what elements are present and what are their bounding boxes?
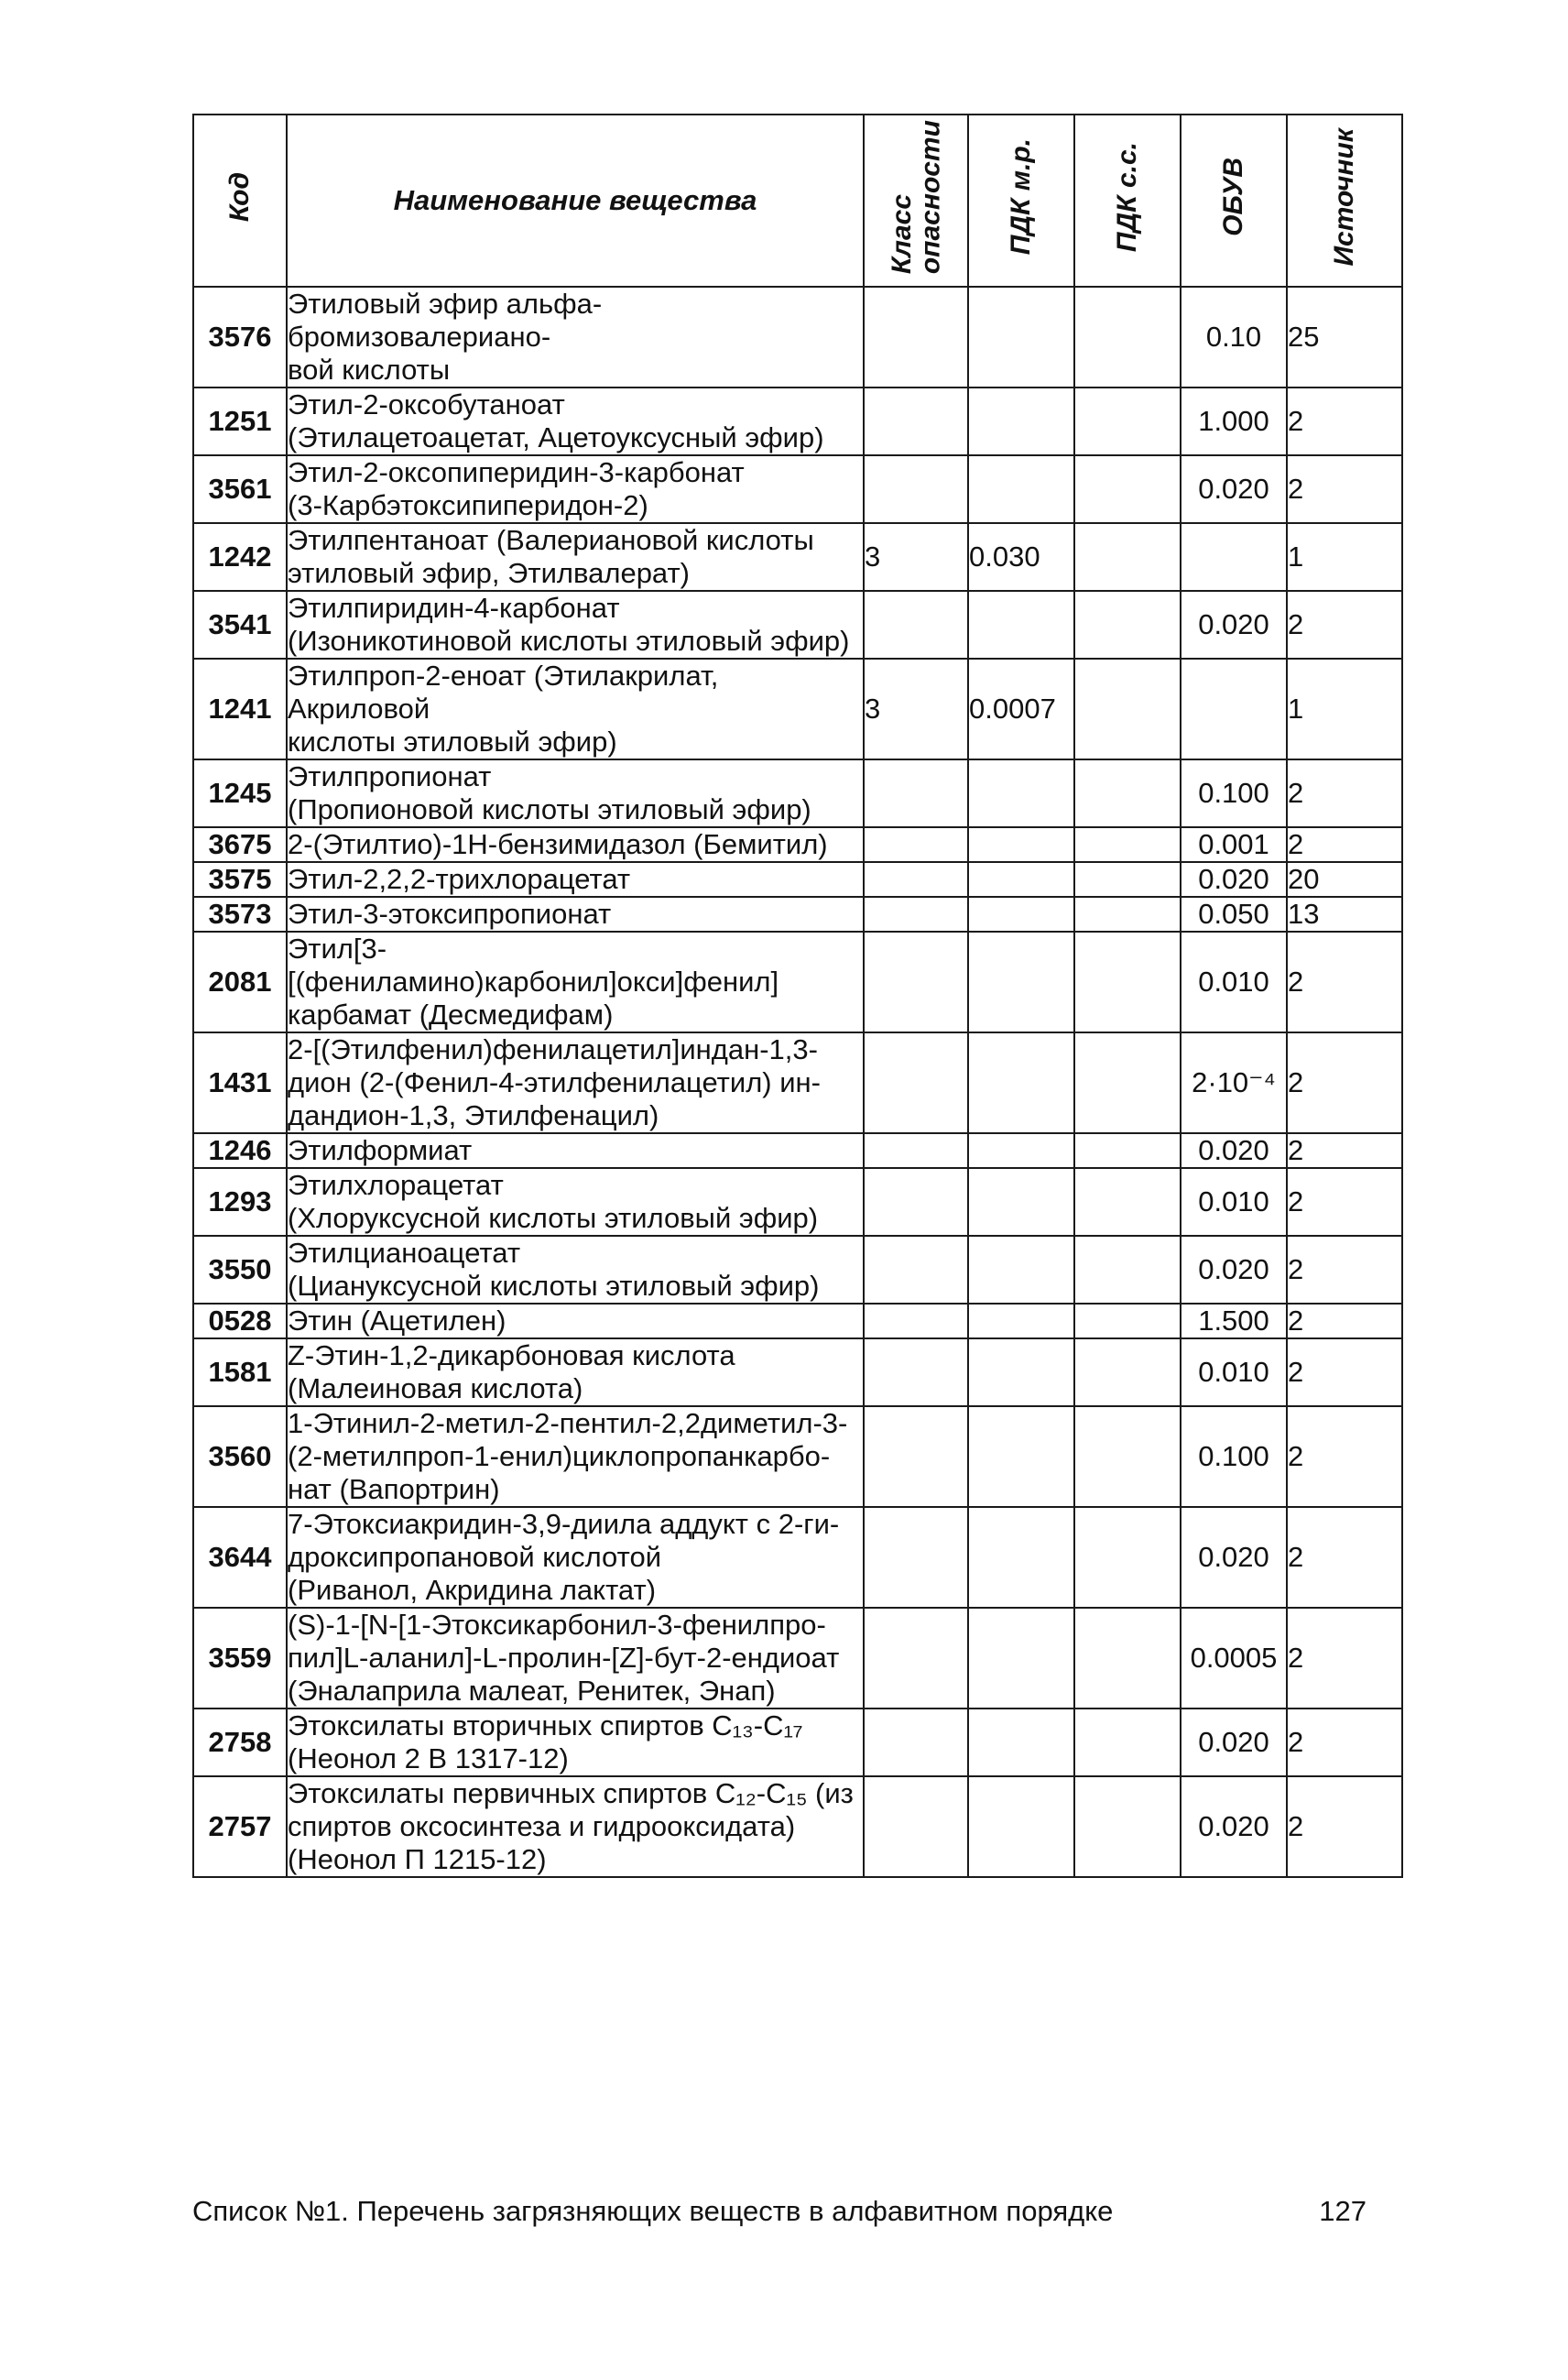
hazard-class (864, 827, 968, 862)
substance-name-line: Этил[3-[(фениламино)карбонил]окси]фенил] (288, 933, 779, 998)
source-value: 2 (1287, 1236, 1402, 1304)
pdk-mr-value (968, 1236, 1074, 1304)
substance-code: 1431 (193, 1032, 287, 1133)
pdk-mr-value (968, 388, 1074, 455)
hazard-class (864, 1709, 968, 1776)
substance-code: 3675 (193, 827, 287, 862)
pdk-mr-value (968, 1406, 1074, 1507)
header-obuv (1181, 115, 1287, 287)
pdk-mr-value (968, 1338, 1074, 1406)
substance-code: 3644 (193, 1507, 287, 1608)
hazard-class (864, 759, 968, 827)
substance-name-line: нат (Вапортрин) (288, 1473, 500, 1505)
header-pdk-ss-label: ПДК с.с. (1112, 141, 1143, 253)
pdk-mr-value (968, 897, 1074, 932)
substance-code: 3541 (193, 591, 287, 659)
obuv-value: 0.0005 (1181, 1608, 1287, 1709)
source-value: 20 (1287, 862, 1402, 897)
substance-name-line: Этилпропионат (288, 760, 492, 792)
header-class-line1: Класс (886, 193, 917, 275)
pdk-ss-value (1074, 388, 1181, 455)
table-row (193, 1236, 1402, 1304)
substance-name-line: (Пропионовой кислоты этиловый эфир) (288, 793, 811, 825)
substance-name-line: (Эналаприла малеат, Ренитек, Энап) (288, 1675, 776, 1707)
obuv-value: 0.100 (1181, 1406, 1287, 1507)
pdk-mr-value (968, 862, 1074, 897)
substance-code: 3576 (193, 287, 287, 388)
hazard-class (864, 862, 968, 897)
substance-name-line: Этилпентаноат (Валериановой кислоты (288, 524, 814, 556)
obuv-value: 0.020 (1181, 455, 1287, 523)
substance-name-line: Этил-2-оксопиперидин-3-карбонат (288, 456, 745, 488)
table-body (193, 287, 1402, 1877)
substance-name-line: (Изоникотиновой кислоты этиловый эфир) (288, 625, 850, 657)
table-row (193, 862, 1402, 897)
obuv-value: 0.010 (1181, 1338, 1287, 1406)
source-value: 1 (1287, 523, 1402, 591)
table-row (193, 1507, 1402, 1608)
hazard-class (864, 591, 968, 659)
substance-name (287, 759, 864, 827)
pdk-ss-value (1074, 455, 1181, 523)
pdk-mr-value: 0.0007 (968, 659, 1074, 759)
substance-name-line: Этин (Ацетилен) (288, 1305, 506, 1337)
obuv-value: 0.010 (1181, 932, 1287, 1032)
table-row (193, 1032, 1402, 1133)
source-value: 2 (1287, 455, 1402, 523)
obuv-value (1181, 659, 1287, 759)
pdk-ss-value (1074, 1304, 1181, 1338)
obuv-value: 0.010 (1181, 1168, 1287, 1236)
table-row (193, 388, 1402, 455)
table-row (193, 1133, 1402, 1168)
table-row (193, 932, 1402, 1032)
pdk-mr-value (968, 1608, 1074, 1709)
substance-name (287, 659, 864, 759)
substance-name (287, 1406, 864, 1507)
hazard-class (864, 1032, 968, 1133)
substance-name-line: вой кислоты (288, 354, 451, 386)
page-number: 127 (1319, 2195, 1367, 2227)
substance-code: 3575 (193, 862, 287, 897)
substance-code: 2757 (193, 1776, 287, 1877)
pdk-ss-value (1074, 932, 1181, 1032)
substance-code: 3573 (193, 897, 287, 932)
header-hazard-class-label (887, 120, 945, 274)
substance-name-line: (Циануксусной кислоты этиловый эфир) (288, 1270, 820, 1302)
obuv-value: 0.020 (1181, 591, 1287, 659)
substance-name-line: (2-метилпроп-1-енил)циклопропанкарбо- (288, 1440, 831, 1472)
source-value: 2 (1287, 827, 1402, 862)
hazard-class (864, 1507, 968, 1608)
substance-name-line: (Неонол П 1215-12) (288, 1843, 547, 1875)
hazard-class (864, 897, 968, 932)
hazard-class (864, 455, 968, 523)
header-obuv-label: ОБУВ (1218, 158, 1249, 236)
footer-title: Список №1. Перечень загрязняющих веществ в алфавитном порядке (192, 2195, 1114, 2227)
substance-name (287, 897, 864, 932)
substance-name-line: карбамат (Десмедифам) (288, 999, 614, 1031)
substance-code: 1242 (193, 523, 287, 591)
substance-name-line: этиловый эфир, Этилвалерат) (288, 557, 691, 589)
pdk-mr-value (968, 1776, 1074, 1877)
substance-name (287, 1776, 864, 1877)
table-row (193, 1608, 1402, 1709)
pdk-ss-value (1074, 1133, 1181, 1168)
substance-name-line: Этиловый эфир альфа-бромизовалериано- (288, 288, 603, 353)
pdk-ss-value (1074, 1032, 1181, 1133)
header-name: Наименование вещества (287, 115, 864, 287)
table-row (193, 659, 1402, 759)
header-source-label: Источник (1329, 127, 1360, 267)
pdk-ss-value (1074, 1236, 1181, 1304)
pdk-mr-value (968, 1709, 1074, 1776)
source-value: 2 (1287, 1709, 1402, 1776)
header-pdk-mr-label: ПДК м.р. (1006, 138, 1037, 256)
substance-name (287, 1304, 864, 1338)
substance-name-line: пил]L-аланил]-L-пролин-[Z]-бут-2-ендиоат (288, 1642, 840, 1674)
pdk-mr-value (968, 1032, 1074, 1133)
hazard-class: 3 (864, 523, 968, 591)
header-class-line2: опасности (915, 119, 945, 275)
obuv-value: 0.001 (1181, 827, 1287, 862)
pdk-ss-value (1074, 1709, 1181, 1776)
substance-code: 1581 (193, 1338, 287, 1406)
pdk-ss-value (1074, 1406, 1181, 1507)
substance-name-line: (3-Карбэтоксипиперидон-2) (288, 489, 648, 521)
table-row (193, 897, 1402, 932)
substance-name-line: Этилформиат (288, 1134, 473, 1166)
substance-name-line: (Хлоруксусной кислоты этиловый эфир) (288, 1202, 819, 1234)
table-row (193, 1406, 1402, 1507)
source-value: 2 (1287, 1608, 1402, 1709)
substance-code: 1251 (193, 388, 287, 455)
substance-name (287, 1709, 864, 1776)
pdk-mr-value (968, 932, 1074, 1032)
pdk-ss-value (1074, 827, 1181, 862)
obuv-value (1181, 523, 1287, 591)
substance-name (287, 862, 864, 897)
substance-name (287, 1338, 864, 1406)
obuv-value: 2·10⁻⁴ (1181, 1032, 1287, 1133)
table-header (193, 115, 1402, 287)
source-value: 1 (1287, 659, 1402, 759)
source-value: 2 (1287, 1032, 1402, 1133)
substance-name-line: (Малеиновая кислота) (288, 1372, 583, 1404)
substance-name (287, 287, 864, 388)
obuv-value: 1.500 (1181, 1304, 1287, 1338)
substance-code: 2758 (193, 1709, 287, 1776)
substance-code: 3550 (193, 1236, 287, 1304)
hazard-class (864, 1168, 968, 1236)
pdk-ss-value (1074, 523, 1181, 591)
substance-name (287, 1507, 864, 1608)
substance-code: 3559 (193, 1608, 287, 1709)
hazard-class: 3 (864, 659, 968, 759)
pdk-ss-value (1074, 1168, 1181, 1236)
source-value: 2 (1287, 1133, 1402, 1168)
source-value: 2 (1287, 591, 1402, 659)
table-row (193, 1338, 1402, 1406)
pdk-ss-value (1074, 659, 1181, 759)
substance-code: 2081 (193, 932, 287, 1032)
substance-code: 1246 (193, 1133, 287, 1168)
obuv-value: 0.100 (1181, 759, 1287, 827)
pdk-ss-value (1074, 1507, 1181, 1608)
table-row (193, 1709, 1402, 1776)
pdk-ss-value (1074, 1608, 1181, 1709)
header-source (1287, 115, 1402, 287)
header-code-label: Код (224, 171, 256, 223)
header-hazard-class (864, 115, 968, 287)
pdk-mr-value (968, 1168, 1074, 1236)
pdk-ss-value (1074, 897, 1181, 932)
substance-name-line: (Риванол, Акридина лактат) (288, 1574, 657, 1606)
substance-code: 3560 (193, 1406, 287, 1507)
table-row (193, 1168, 1402, 1236)
substance-name-line: 2-[(Этилфенил)фенилацетил]индан-1,3- (288, 1033, 818, 1065)
substance-name (287, 591, 864, 659)
substance-code: 1245 (193, 759, 287, 827)
pdk-mr-value (968, 455, 1074, 523)
source-value: 2 (1287, 1406, 1402, 1507)
pdk-mr-value (968, 1507, 1074, 1608)
substance-name-line: Этоксилаты первичных спиртов C₁₂-C₁₅ (из (288, 1777, 854, 1809)
pdk-mr-value (968, 591, 1074, 659)
hazard-class (864, 1133, 968, 1168)
table-row (193, 523, 1402, 591)
substance-code: 0528 (193, 1304, 287, 1338)
obuv-value: 0.020 (1181, 1507, 1287, 1608)
substance-name (287, 1168, 864, 1236)
source-value: 2 (1287, 1304, 1402, 1338)
pdk-mr-value (968, 759, 1074, 827)
table-row (193, 591, 1402, 659)
pdk-mr-value (968, 1304, 1074, 1338)
pdk-ss-value (1074, 287, 1181, 388)
substance-code: 1241 (193, 659, 287, 759)
obuv-value: 0.020 (1181, 1776, 1287, 1877)
substance-name-line: Этилпроп-2-еноат (Этилакрилат, Акриловой (288, 660, 719, 725)
pdk-mr-value (968, 1133, 1074, 1168)
substance-name (287, 1608, 864, 1709)
header-pdk-ss (1074, 115, 1181, 287)
substance-name-line: дроксипропановой кислотой (288, 1541, 662, 1573)
hazard-class (864, 1236, 968, 1304)
substance-name-line: Этилцианоацетат (288, 1237, 521, 1269)
pdk-ss-value (1074, 1338, 1181, 1406)
source-value: 25 (1287, 287, 1402, 388)
hazard-class (864, 1608, 968, 1709)
substance-code: 1293 (193, 1168, 287, 1236)
source-value: 2 (1287, 759, 1402, 827)
obuv-value: 0.020 (1181, 1709, 1287, 1776)
table-row (193, 1776, 1402, 1877)
obuv-value: 0.020 (1181, 1236, 1287, 1304)
source-value: 2 (1287, 388, 1402, 455)
hazard-class (864, 1406, 968, 1507)
hazard-class (864, 932, 968, 1032)
substance-name-line: спиртов оксосинтеза и гидрооксидата) (288, 1810, 796, 1842)
pdk-ss-value (1074, 1776, 1181, 1877)
substance-name-line: Этил-2,2,2-трихлорацетат (288, 863, 631, 895)
substance-name-line: 1-Этинил-2-метил-2-пентил-2,2диметил-3- (288, 1407, 848, 1439)
source-value: 2 (1287, 1776, 1402, 1877)
substance-name (287, 523, 864, 591)
substance-name (287, 388, 864, 455)
substance-name (287, 1133, 864, 1168)
pdk-mr-value (968, 827, 1074, 862)
hazard-class (864, 1338, 968, 1406)
substance-name-line: (Этилацетоацетат, Ацетоуксусный эфир) (288, 421, 824, 453)
substance-name-line: кислоты этиловый эфир) (288, 726, 617, 758)
obuv-value: 0.050 (1181, 897, 1287, 932)
obuv-value: 0.10 (1181, 287, 1287, 388)
obuv-value: 1.000 (1181, 388, 1287, 455)
source-value: 13 (1287, 897, 1402, 932)
table-row (193, 827, 1402, 862)
substance-name-line: Этилхлорацетат (288, 1169, 504, 1201)
substance-name-line: Этилпиридин-4-карбонат (288, 592, 620, 624)
hazard-class (864, 1304, 968, 1338)
hazard-class (864, 1776, 968, 1877)
substance-name (287, 932, 864, 1032)
substance-name-line: 7-Этоксиакридин-3,9-диила аддукт с 2-ги- (288, 1508, 840, 1540)
obuv-value: 0.020 (1181, 1133, 1287, 1168)
source-value: 2 (1287, 1168, 1402, 1236)
substance-name-line: (S)-1-[N-[1-Этоксикарбонил-3-фенилпро- (288, 1609, 826, 1641)
substance-name (287, 1032, 864, 1133)
substance-name-line: дандион-1,3, Этилфенацил) (288, 1099, 659, 1131)
substance-name (287, 455, 864, 523)
substance-name-line: дион (2-(Фенил-4-этилфенилацетил) ин- (288, 1066, 821, 1098)
substance-name-line: Этоксилаты вторичных спиртов C₁₃-C₁₇ (288, 1709, 803, 1741)
header-code (193, 115, 287, 287)
pdk-ss-value (1074, 759, 1181, 827)
substance-name-line: 2-(Этилтио)-1Н-бензимидазол (Бемитил) (288, 828, 828, 860)
pdk-mr-value (968, 287, 1074, 388)
substance-name (287, 827, 864, 862)
substance-name-line: Этил-2-оксобутаноат (288, 388, 565, 420)
substance-name-line: Этил-3-этоксипропионат (288, 898, 612, 930)
obuv-value: 0.020 (1181, 862, 1287, 897)
substances-table (192, 114, 1403, 1878)
table-row (193, 287, 1402, 388)
table-row (193, 455, 1402, 523)
source-value: 2 (1287, 1507, 1402, 1608)
header-row (193, 115, 1402, 287)
pdk-ss-value (1074, 591, 1181, 659)
substance-name-line: (Неонол 2 В 1317-12) (288, 1742, 569, 1774)
header-pdk-mr (968, 115, 1074, 287)
table-row (193, 759, 1402, 827)
substance-name-line: Z-Этин-1,2-дикарбоновая кислота (288, 1339, 735, 1371)
hazard-class (864, 287, 968, 388)
source-value: 2 (1287, 932, 1402, 1032)
source-value: 2 (1287, 1338, 1402, 1406)
substance-name (287, 1236, 864, 1304)
hazard-class (864, 388, 968, 455)
table-row (193, 1304, 1402, 1338)
pdk-mr-value: 0.030 (968, 523, 1074, 591)
substance-code: 3561 (193, 455, 287, 523)
pdk-ss-value (1074, 862, 1181, 897)
